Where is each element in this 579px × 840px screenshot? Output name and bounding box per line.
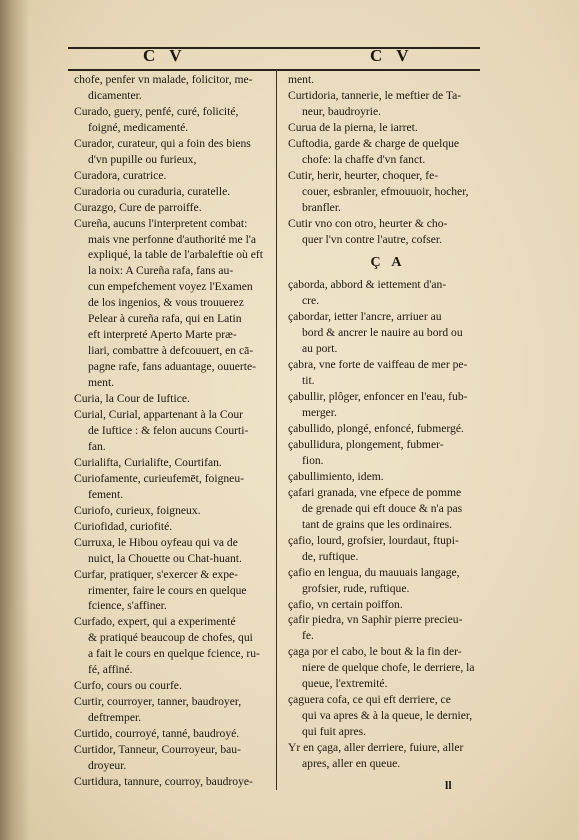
entry-line: Curtido, courroyé, tanné, baudroyé. xyxy=(74,727,240,741)
section-heading: Ç A xyxy=(370,255,406,271)
entry-line: quer l'vn contre l'autre, cofser. xyxy=(302,232,443,246)
entry-line: çabullir, plôger, enfoncer en l'eau, fub- xyxy=(288,390,468,404)
entry-line: cre. xyxy=(302,294,320,308)
entry-line: çafio en lengua, du mauuais langage, xyxy=(288,565,460,579)
column-divider xyxy=(276,70,277,790)
entry-line: de, ruftique. xyxy=(302,549,359,563)
entry-line: çabra, vne forte de vaiffeau de mer pe- xyxy=(288,358,468,372)
entry-line: rimenter, faire le cours en quelque xyxy=(88,583,247,597)
dictionary-entry xyxy=(74,391,274,407)
entry-line: Curiofamente, curieufemēt, foigneu- xyxy=(74,471,244,485)
header-rule-top xyxy=(68,47,480,49)
entry-line: tit. xyxy=(302,374,315,388)
entry-line: niere de quelque chofe, le derriere, la xyxy=(302,661,475,675)
dictionary-entry xyxy=(74,503,274,519)
dictionary-entry xyxy=(74,104,274,136)
entry-line: çabordar, ietter l'ancre, arriuer au xyxy=(288,310,442,324)
entry-line: mais vne perfonne d'authorité me l'a xyxy=(88,232,257,246)
entry-line: bord & ancrer le nauire au bord ou xyxy=(302,326,463,340)
running-head-left: C V xyxy=(143,46,187,65)
entry-line: & pratiqué beaucoup de chofes, qui xyxy=(88,631,253,645)
dictionary-entry xyxy=(288,597,488,613)
entry-line: ment. xyxy=(88,376,115,390)
dictionary-entry xyxy=(288,612,488,644)
dictionary-entry xyxy=(74,726,274,742)
entry-line: çaborda, abbord & iettement d'an- xyxy=(288,278,447,292)
dictionary-entry xyxy=(288,644,488,692)
entry-line: Curialifta, Curialifte, Courtifan. xyxy=(74,455,222,469)
entry-line: fan. xyxy=(88,439,106,453)
entry-line: de grenade qui eft douce & n'a pas xyxy=(302,501,463,515)
entry-line: ment. xyxy=(288,73,315,86)
entry-line: çabullimiento, idem. xyxy=(288,469,384,483)
dictionary-entry xyxy=(288,277,488,309)
entry-line: Curtidoria, tannerie, le meftier de Ta- xyxy=(288,88,462,102)
entry-line: dicamenter. xyxy=(88,88,142,102)
entry-line: liari, combattre à defcouuert, en cā- xyxy=(88,344,254,358)
entry-line: chofe: la chaffe d'vn fanct. xyxy=(302,152,426,166)
entry-line: qui va apres & à la queue, le dernier, xyxy=(302,709,473,723)
dictionary-entry xyxy=(288,168,488,216)
dictionary-entry xyxy=(288,469,488,485)
entry-line: d'vn pupille ou furieux, xyxy=(88,152,197,166)
entry-line: çaga por el cabo, le bout & la fin der- xyxy=(288,645,462,659)
dictionary-entry xyxy=(288,389,488,421)
dictionary-entry xyxy=(74,742,274,774)
entry-line: çaguera cofa, ce qui eft derriere, ce xyxy=(288,693,451,707)
entry-line: Yr en çaga, aller derriere, fuiure, aller xyxy=(288,741,464,755)
right-column xyxy=(288,72,488,772)
entry-line: fé, affiné. xyxy=(88,663,133,677)
entry-line: çafio, lourd, grofsier, lourdaut, ftupi- xyxy=(288,533,459,547)
dictionary-entry xyxy=(288,72,488,88)
entry-line: fe. xyxy=(302,629,314,643)
dictionary-entry xyxy=(288,437,488,469)
entry-line: Cureña, aucuns l'interpretent combat: xyxy=(74,216,248,230)
left-column xyxy=(74,72,274,790)
dictionary-entry xyxy=(74,168,274,184)
entry-line: Curruxa, le Hibou oyfeau qui va de xyxy=(74,535,238,549)
dictionary-entry xyxy=(74,184,274,200)
entry-line: nuict, la Chouette ou Chat-huant. xyxy=(88,551,242,565)
signature-mark: ll xyxy=(445,778,452,792)
dictionary-entry xyxy=(288,692,488,740)
dictionary-entry xyxy=(288,136,488,168)
dictionary-entry xyxy=(288,120,488,136)
entry-line: apres, aller en queue. xyxy=(302,757,401,771)
entry-line: Pelear à cureña rafa, qui en Latin xyxy=(88,312,242,326)
entry-line: expliqué, la table de l'arbaleftie où eft xyxy=(88,248,263,262)
entry-line: droyeur. xyxy=(88,758,127,772)
entry-line: Curador, curateur, qui a foin des biens xyxy=(74,136,251,150)
entry-line: Curazgo, Cure de parroiffe. xyxy=(74,200,202,214)
entry-line: merger. xyxy=(302,406,337,420)
entry-line: Curfar, pratiquer, s'exercer & expe- xyxy=(74,567,239,581)
dictionary-entry xyxy=(74,471,274,503)
entry-line: cun empefchement voyez l'Examen xyxy=(88,280,253,294)
right-column-bottom xyxy=(288,277,488,772)
dictionary-entry xyxy=(288,88,488,120)
dictionary-entry xyxy=(288,740,488,772)
entry-line: chofe, penfer vn malade, folicitor, me- xyxy=(74,73,253,86)
dictionary-entry xyxy=(74,136,274,168)
dictionary-entry xyxy=(288,216,488,248)
entry-line: Curadoria ou curaduria, curatelle. xyxy=(74,184,231,198)
entry-line: de Iuftice : & felon aucuns Courti- xyxy=(88,423,249,437)
dictionary-entry xyxy=(74,200,274,216)
dictionary-entry xyxy=(74,535,274,567)
entry-line: Curfo, cours ou courfe. xyxy=(74,679,182,693)
dictionary-entry xyxy=(74,216,274,391)
dictionary-entry xyxy=(74,694,274,726)
dictionary-entry xyxy=(74,614,274,678)
entry-line: Curtir, courroyer, tanner, baudroyer, xyxy=(74,695,242,709)
entry-line: Curial, Curial, appartenant à la Cour xyxy=(74,408,244,422)
entry-line: foigné, medicamenté. xyxy=(88,120,189,134)
entry-line: Cutir vno con otro, heurter & cho- xyxy=(288,216,448,230)
entry-line: çabullidura, plongement, fubmer- xyxy=(288,437,444,451)
entry-line: fement. xyxy=(88,487,124,501)
dictionary-entry xyxy=(288,533,488,565)
entry-line: a fait le cours en quelque fcience, ru- xyxy=(88,647,260,661)
dictionary-entry xyxy=(288,485,488,533)
entry-line: Curtidura, tannure, courroy, baudroye- xyxy=(74,774,253,788)
entry-line: deftremper. xyxy=(88,711,142,725)
entry-line: Curfado, expert, qui a experimenté xyxy=(74,615,236,629)
entry-line: Curado, guery, penfé, curé, folicité, xyxy=(74,104,239,118)
entry-line: pagne rafe, fans aduantage, ouuerte- xyxy=(88,360,257,374)
dictionary-entry xyxy=(288,357,488,389)
entry-line: çafio, vn certain poiffon. xyxy=(288,597,403,611)
header-rule-bottom xyxy=(68,69,480,71)
entry-line: Cuftodia, garde & charge de quelque xyxy=(288,136,460,150)
entry-line: fcience, s'affiner. xyxy=(88,599,167,613)
entry-line: fion. xyxy=(302,453,324,467)
dictionary-entry xyxy=(74,567,274,615)
entry-line: Curadora, curatrice. xyxy=(74,168,167,182)
entry-line: qui fuit apres. xyxy=(302,725,367,739)
dictionary-entry xyxy=(74,72,274,104)
entry-line: Curia, la Cour de Iuftice. xyxy=(74,392,190,406)
entry-line: la noix: A Cureña rafa, fans au- xyxy=(88,264,234,278)
dictionary-entry xyxy=(74,774,274,790)
entry-line: de los ingenios, & vous trouuerez xyxy=(88,296,244,310)
dictionary-entry xyxy=(288,421,488,437)
dictionary-entry xyxy=(74,407,274,455)
entry-line: grofsier, rude, ruftique. xyxy=(302,581,410,595)
entry-line: Curiofidad, curiofité. xyxy=(74,519,173,533)
dictionary-entry xyxy=(74,519,274,535)
entry-line: Curtidor, Tanneur, Courroyeur, bau- xyxy=(74,743,241,757)
entry-line: couer, esbranler, efmouuoir, hocher, xyxy=(302,184,469,198)
entry-line: eft interpreté Aperto Marte præ- xyxy=(88,328,237,342)
entry-line: tant de grains que les ordinaires. xyxy=(302,517,453,531)
dictionary-entry xyxy=(74,455,274,471)
running-head-right: C V xyxy=(370,46,414,65)
dictionary-entry xyxy=(288,565,488,597)
dictionary-entry xyxy=(288,309,488,357)
entry-line: queue, l'extremité. xyxy=(302,677,388,691)
dictionary-entry xyxy=(74,678,274,694)
entry-line: Cutir, herir, heurter, choquer, fe- xyxy=(288,168,439,182)
entry-line: çafari granada, vne efpece de pomme xyxy=(288,485,462,499)
entry-line: çafir piedra, vn Saphir pierre precieu- xyxy=(288,613,463,627)
entry-line: Curua de la pierna, le iarret. xyxy=(288,120,418,134)
entry-line: branfler. xyxy=(302,200,341,214)
entry-line: neur, baudroyrie. xyxy=(302,104,382,118)
right-column-top xyxy=(288,72,488,247)
entry-line: au port. xyxy=(302,342,338,356)
entry-line: Curiofo, curieux, foigneux. xyxy=(74,503,201,517)
page-gutter-shadow xyxy=(0,0,30,840)
entry-line: çabullido, plongé, enfoncé, fubmergé. xyxy=(288,422,464,436)
